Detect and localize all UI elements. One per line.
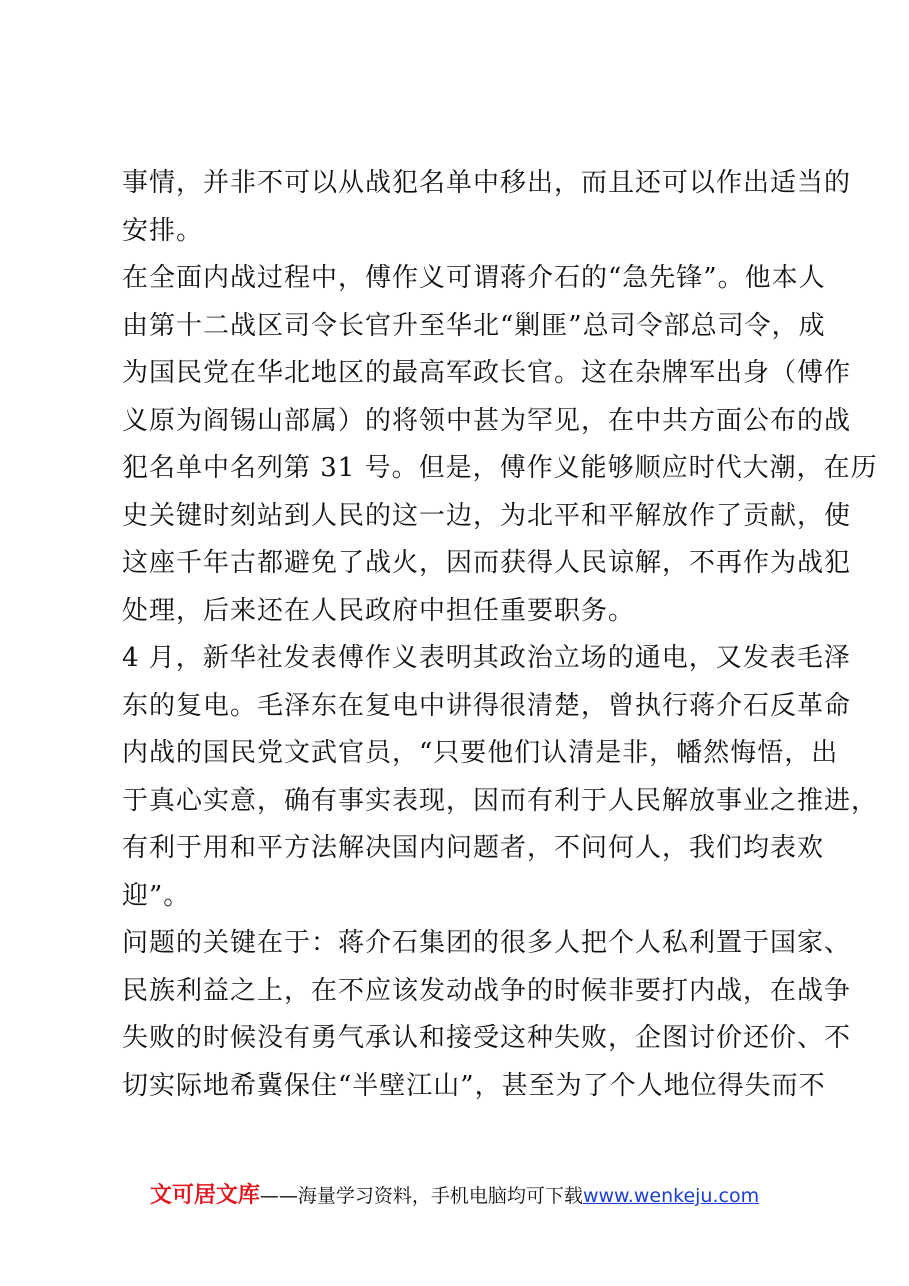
- text-line: 民族利益之上，在不应该发动战争的时候非要打内战，在战争: [122, 975, 852, 1006]
- text-line: 失败的时候没有勇气承认和接受这种失败，企图讨价还价、不: [122, 1023, 852, 1053]
- text-line: 切实际地希冀保住“半壁江山”，甚至为了个人地位得失而不: [122, 1070, 826, 1101]
- text-line: 于真心实意，确有事实表现，因而有利于人民解放事业之推进，: [122, 785, 879, 816]
- text-line: 这座千年古都避免了战火，因而获得人民谅解，不再作为战犯: [122, 548, 852, 578]
- text-line: 问题的关键在于：蒋介石集团的很多人把个人私利置于国家、: [122, 928, 852, 958]
- footer-tagline: ——海量学习资料，手机电脑均可下载: [259, 1185, 583, 1207]
- footer-website-link[interactable]: www.wenkeju.com: [582, 1185, 760, 1207]
- text-line: 犯名单中名列第 31 号。但是，傅作义能够顺应时代大潮，在历: [122, 453, 878, 483]
- text-line: 内战的国民党文武官员，“只要他们认清是非，幡然悔悟，出: [122, 738, 839, 768]
- text-line: 为国民党在华北地区的最高军政长官。这在杂牌军出身（傅作: [122, 358, 852, 388]
- footer-brand: 文可居文库: [149, 1183, 260, 1208]
- text-line: 事情，并非不可以从战犯名单中移出，而且还可以作出适当的: [122, 168, 852, 198]
- text-line: 有利于用和平方法解决国内问题者，不问何人，我们均表欢: [122, 833, 825, 863]
- text-line: 东的复电。毛泽东在复电中讲得很清楚，曾执行蒋介石反革命: [122, 690, 852, 721]
- text-line: 由第十二战区司令长官升至华北“剿匪”总司令部总司令，成: [122, 310, 826, 341]
- page-footer: [0, 1178, 909, 1214]
- document-body: [122, 160, 879, 1110]
- text-line: 处理，后来还在人民政府中担任重要职务。: [122, 595, 636, 626]
- text-line: 4 月，新华社发表傅作义表明其政治立场的通电，又发表毛泽: [122, 643, 851, 673]
- text-line: 义原为阎锡山部属）的将领中甚为罕见，在中共方面公布的战: [122, 405, 852, 436]
- text-line: 在全面内战过程中，傅作义可谓蒋介石的“急先锋”。他本人: [122, 263, 826, 293]
- text-line: 安排。: [122, 215, 204, 246]
- text-line: 史关键时刻站到人民的这一边，为北平和平解放作了贡献，使: [122, 500, 852, 531]
- text-line: 迎”。: [122, 880, 191, 911]
